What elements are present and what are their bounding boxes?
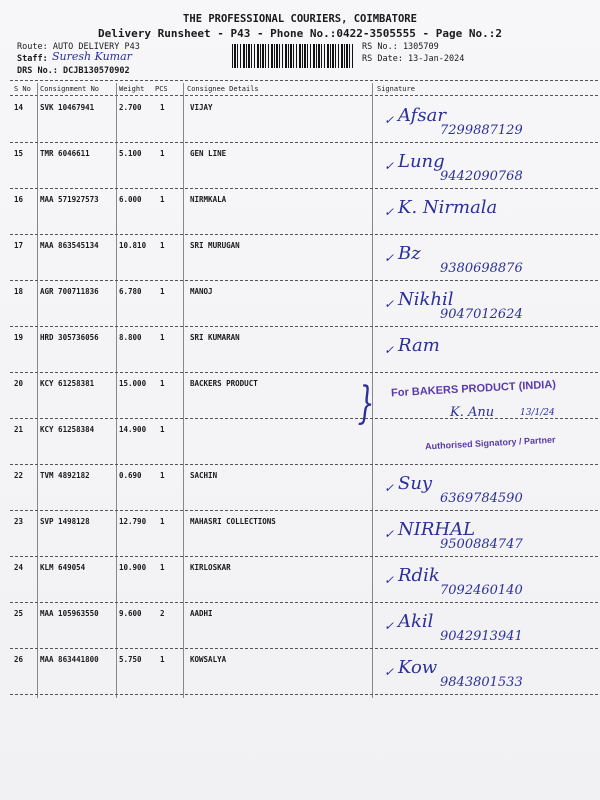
table-row [0, 603, 600, 651]
row-consignment-no: TVM 4892182 [40, 471, 90, 480]
row-signature: Lung [398, 151, 445, 172]
row-sno: 15 [14, 149, 24, 158]
row-weight: 0.690 [119, 471, 142, 480]
row-weight: 6.780 [119, 287, 142, 296]
company-title: THE PROFESSIONAL COURIERS, COIMBATORE [183, 13, 417, 25]
row-pcs: 1 [160, 379, 165, 388]
row-consignee: AADHI [190, 609, 213, 618]
row-sno: 16 [14, 195, 24, 204]
row-sno: 20 [14, 379, 24, 388]
table-row [0, 97, 600, 145]
col-header-signature: Signature [377, 85, 415, 93]
row-consignee: BACKERS PRODUCT [190, 379, 258, 388]
row-pcs: 1 [160, 471, 165, 480]
row-consignee: SACHIN [190, 471, 218, 480]
table-row [0, 557, 600, 605]
tick-mark: ✓ [384, 343, 395, 357]
table-row [0, 235, 600, 283]
row-consignment-no: SVK 10467941 [40, 103, 95, 112]
stamp-date: 13/1/24 [520, 408, 555, 418]
row-consignment-no: MAA 571927573 [40, 195, 99, 204]
row-weight: 8.800 [119, 333, 142, 342]
barcode [232, 44, 354, 68]
row-consignee: KOWSALYA [190, 655, 227, 664]
row-pcs: 1 [160, 563, 165, 572]
tick-mark: ✓ [384, 205, 395, 219]
drs-number: DRS No.: DCJB130570902 [17, 66, 130, 76]
row-sno: 25 [14, 609, 24, 618]
row-phone-note: 7092460140 [440, 583, 523, 598]
row-phone-note: 9442090768 [440, 169, 523, 184]
route-text: Route: AUTO DELIVERY P43 [17, 42, 140, 52]
rs-date: RS Date: 13-Jan-2024 [362, 54, 465, 64]
row-consignment-no: HRD 305736056 [40, 333, 99, 342]
row-consignee: GEN LINE [190, 149, 227, 158]
col-header-consignment: Consignment No [40, 85, 100, 93]
tick-mark: ✓ [384, 297, 395, 311]
row-signature: K. Nirmala [398, 197, 498, 218]
row-consignment-no: MAA 105963550 [40, 609, 99, 618]
staff-label: Staff: [17, 54, 48, 64]
row-weight: 5.100 [119, 149, 142, 158]
runsheet-subtitle: Delivery Runsheet - P43 - Phone No.:0422-3505555 - Page No.:2 [98, 27, 502, 40]
rs-number: RS No.: 1305709 [362, 42, 439, 52]
table-row [0, 465, 600, 513]
row-consignment-no: MAA 863441800 [40, 655, 99, 664]
row-signature: Afsar [398, 105, 446, 126]
stamp-company: For BAKERS PRODUCT (INDIA) [390, 378, 557, 400]
row-phone-note: 7299887129 [440, 123, 523, 138]
row-weight: 6.000 [119, 195, 142, 204]
row-signature: Kow [398, 657, 438, 678]
row-weight: 10.810 [119, 241, 147, 250]
stamp-signatory: Authorised Signatory / Partner [424, 434, 556, 452]
row-consignee: SRI MURUGAN [190, 241, 240, 250]
row-phone-note: 9843801533 [440, 675, 523, 690]
row-signature: Rdik [398, 565, 440, 586]
row-sno: 21 [14, 425, 24, 434]
row-sno: 24 [14, 563, 24, 572]
row-weight: 9.600 [119, 609, 142, 618]
row-sno: 17 [14, 241, 24, 250]
staff-signature: Suresh Kumar [52, 50, 132, 63]
tick-mark: ✓ [384, 573, 395, 587]
row-pcs: 2 [160, 609, 165, 618]
row-consignee: MAHASRI COLLECTIONS [190, 517, 276, 526]
row-sno: 14 [14, 103, 24, 112]
row-weight: 15.000 [119, 379, 147, 388]
row-pcs: 1 [160, 333, 165, 342]
row-phone-note: 9380698876 [440, 261, 523, 276]
row-consignment-no: AGR 700711836 [40, 287, 99, 296]
tick-mark: ✓ [384, 251, 395, 265]
tick-mark: ✓ [384, 665, 395, 679]
row-consignment-no: KLM 649054 [40, 563, 86, 572]
row-sno: 23 [14, 517, 24, 526]
header-top-rule [10, 80, 598, 81]
table-row [0, 281, 600, 329]
row-pcs: 1 [160, 241, 165, 250]
row-consignment-no: TMR 6046611 [40, 149, 90, 158]
row-weight: 12.790 [119, 517, 147, 526]
row-sno: 19 [14, 333, 24, 342]
row-consignee: MANOJ [190, 287, 213, 296]
col-header-pcs: PCS [155, 85, 168, 93]
table-row [0, 327, 600, 375]
table-row [0, 649, 600, 697]
row-consignment-no: SVP 1498128 [40, 517, 90, 526]
row-sno: 26 [14, 655, 24, 664]
row-consignee: KIRLOSKAR [190, 563, 231, 572]
table-row [0, 511, 600, 559]
row-divider [10, 694, 598, 695]
row-pcs: 1 [160, 287, 165, 296]
row-pcs: 1 [160, 149, 165, 158]
row-consignee: SRI KUMARAN [190, 333, 240, 342]
tick-mark: ✓ [384, 159, 395, 173]
table-row [0, 143, 600, 191]
tick-mark: ✓ [384, 113, 395, 127]
row-phone-note: 9047012624 [440, 307, 523, 322]
row-pcs: 1 [160, 517, 165, 526]
row-phone-note: 6369784590 [440, 491, 523, 506]
row-signature: Akil [398, 611, 434, 632]
row-signature: Ram [398, 335, 440, 356]
row-weight: 5.750 [119, 655, 142, 664]
row-signature: Bz [398, 243, 421, 264]
tick-mark: ✓ [384, 619, 395, 633]
row-consignee: VIJAY [190, 103, 213, 112]
row-signature: NIRHAL [398, 519, 476, 540]
col-header-consignee: Consignee Details [187, 85, 259, 93]
stamp-signature: K. Anu [450, 405, 495, 420]
row-consignee: NIRMKALA [190, 195, 227, 204]
row-consignment-no: KCY 61258384 [40, 425, 95, 434]
row-consignment-no: MAA 863545134 [40, 241, 99, 250]
tick-mark: ✓ [384, 527, 395, 541]
row-signature: Suy [398, 473, 433, 494]
col-header-sno: S No [14, 85, 31, 93]
row-weight: 2.700 [119, 103, 142, 112]
bracket-mark: } [357, 378, 375, 429]
row-pcs: 1 [160, 655, 165, 664]
row-phone-note: 9500884747 [440, 537, 523, 552]
row-pcs: 1 [160, 425, 165, 434]
row-weight: 10.900 [119, 563, 147, 572]
row-consignment-no: KCY 61258381 [40, 379, 95, 388]
header-bottom-rule [10, 95, 598, 96]
col-header-weight: Weight [119, 85, 145, 93]
row-sno: 18 [14, 287, 24, 296]
tick-mark: ✓ [384, 481, 395, 495]
row-pcs: 1 [160, 103, 165, 112]
table-row [0, 189, 600, 237]
row-phone-note: 9042913941 [440, 629, 523, 644]
row-weight: 14.900 [119, 425, 147, 434]
row-pcs: 1 [160, 195, 165, 204]
row-signature: Nikhil [398, 289, 454, 310]
row-sno: 22 [14, 471, 24, 480]
